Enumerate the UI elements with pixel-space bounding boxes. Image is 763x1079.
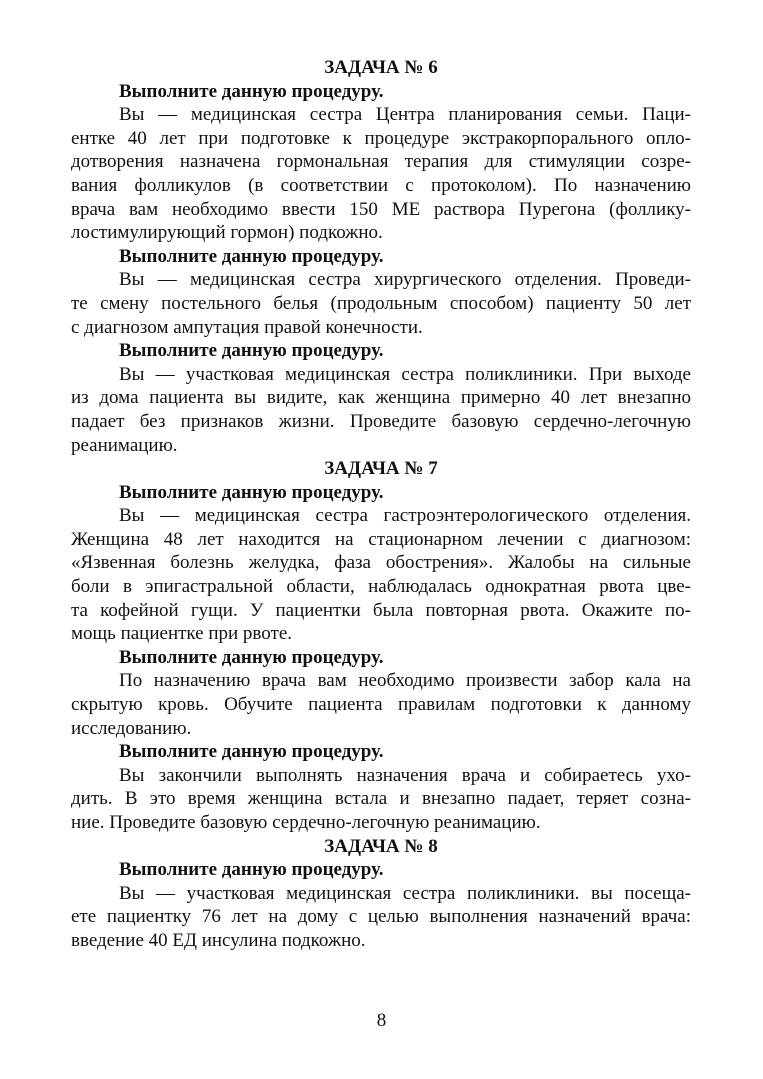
task-instruction: Выполните данную процедуру.: [119, 80, 384, 102]
task-instruction: Выполните данную процедуру.: [119, 741, 384, 763]
task-paragraph: [71, 764, 691, 835]
text-line: лостимулирующий гормон) подкожно.: [71, 222, 383, 244]
page-number: 8: [376, 1010, 387, 1031]
task-paragraph: [71, 669, 691, 740]
text-line: введение 40 ЕД инсулина подкожно.: [71, 929, 366, 951]
text-line: боли в эпигастральной области, наблюдалась однократная рвота цве-: [71, 576, 691, 598]
text-line: Вы — участковая медицинская сестра поликлиники. При выходе: [119, 363, 691, 385]
text-line: Женщина 48 лет находится на стационарном лечении с диагнозом:: [71, 528, 691, 550]
text-line: ете пациентку 76 лет на дому с целью выполнения назначений врача:: [71, 906, 691, 928]
task-instruction: Выполните данную процедуру.: [119, 646, 384, 668]
text-line: из дома пациента вы видите, как женщина примерно 40 лет внезапно: [71, 387, 691, 409]
task-heading: ЗАДАЧА № 7: [324, 458, 438, 480]
document-page: [71, 56, 691, 953]
task-paragraph: [71, 363, 691, 457]
text-line: реанимацию.: [71, 434, 178, 456]
task-heading: ЗАДАЧА № 8: [324, 835, 438, 857]
task-instruction: Выполните данную процедуру.: [119, 859, 384, 881]
task-instruction: Выполните данную процедуру.: [119, 340, 384, 362]
text-line: с диагнозом ампутация правой конечности.: [71, 316, 423, 338]
text-line: дотворения назначена гормональная терапия для стимуляции созре-: [71, 151, 691, 173]
text-line: Вы закончили выполнять назначения врача и собираетесь ухо-: [119, 764, 691, 786]
text-line: По назначению врача вам необходимо произвести забор кала на: [119, 670, 691, 692]
text-line: мощь пациентке при рвоте.: [71, 623, 293, 645]
text-line: ентке 40 лет при подготовке к процедуре экстракорпорального опло-: [71, 127, 691, 149]
task-paragraph: [71, 103, 691, 245]
text-line: Вы — участковая медицинская сестра поликлиники. вы посеща-: [119, 882, 691, 904]
text-line: Вы — медицинская сестра гастроэнтерологического отделения.: [119, 505, 691, 527]
task-instruction: Выполните данную процедуру.: [119, 245, 384, 267]
text-line: скрытую кровь. Обучите пациента правилам подготовки к данному: [71, 694, 691, 716]
text-line: дить. В это время женщина встала и внезапно падает, теряет созна-: [71, 788, 691, 810]
text-line: «Язвенная болезнь желудка, фаза обострения». Жалобы на сильные: [71, 552, 691, 574]
task-heading: ЗАДАЧА № 6: [324, 57, 438, 78]
task-paragraph: [71, 882, 691, 953]
text-line: падает без признаков жизни. Проведите базовую сердечно-легочную: [71, 410, 691, 432]
text-line: вания фолликулов (в соответствии с протоколом). По назначению: [71, 174, 691, 196]
text-line: те смену постельного белья (продольным способом) пациенту 50 лет: [71, 292, 691, 314]
task-paragraph: [71, 504, 691, 646]
text-line: та кофейной гущи. У пациентки была повторная рвота. Окажите по-: [71, 599, 691, 621]
text-line: Вы — медицинская сестра Центра планирования семьи. Паци-: [119, 104, 691, 126]
text-line: Вы — медицинская сестра хирургического отделения. Проведи-: [119, 269, 691, 291]
text-line: исследованию.: [71, 717, 192, 739]
task-paragraph: [71, 268, 691, 339]
text-line: ние. Проведите базовую сердечно-легочную реанимацию.: [71, 812, 541, 833]
task-instruction: Выполните данную процедуру.: [119, 481, 384, 503]
text-line: врача вам необходимо ввести 150 МЕ раствора Пурегона (фоллику-: [71, 198, 691, 220]
